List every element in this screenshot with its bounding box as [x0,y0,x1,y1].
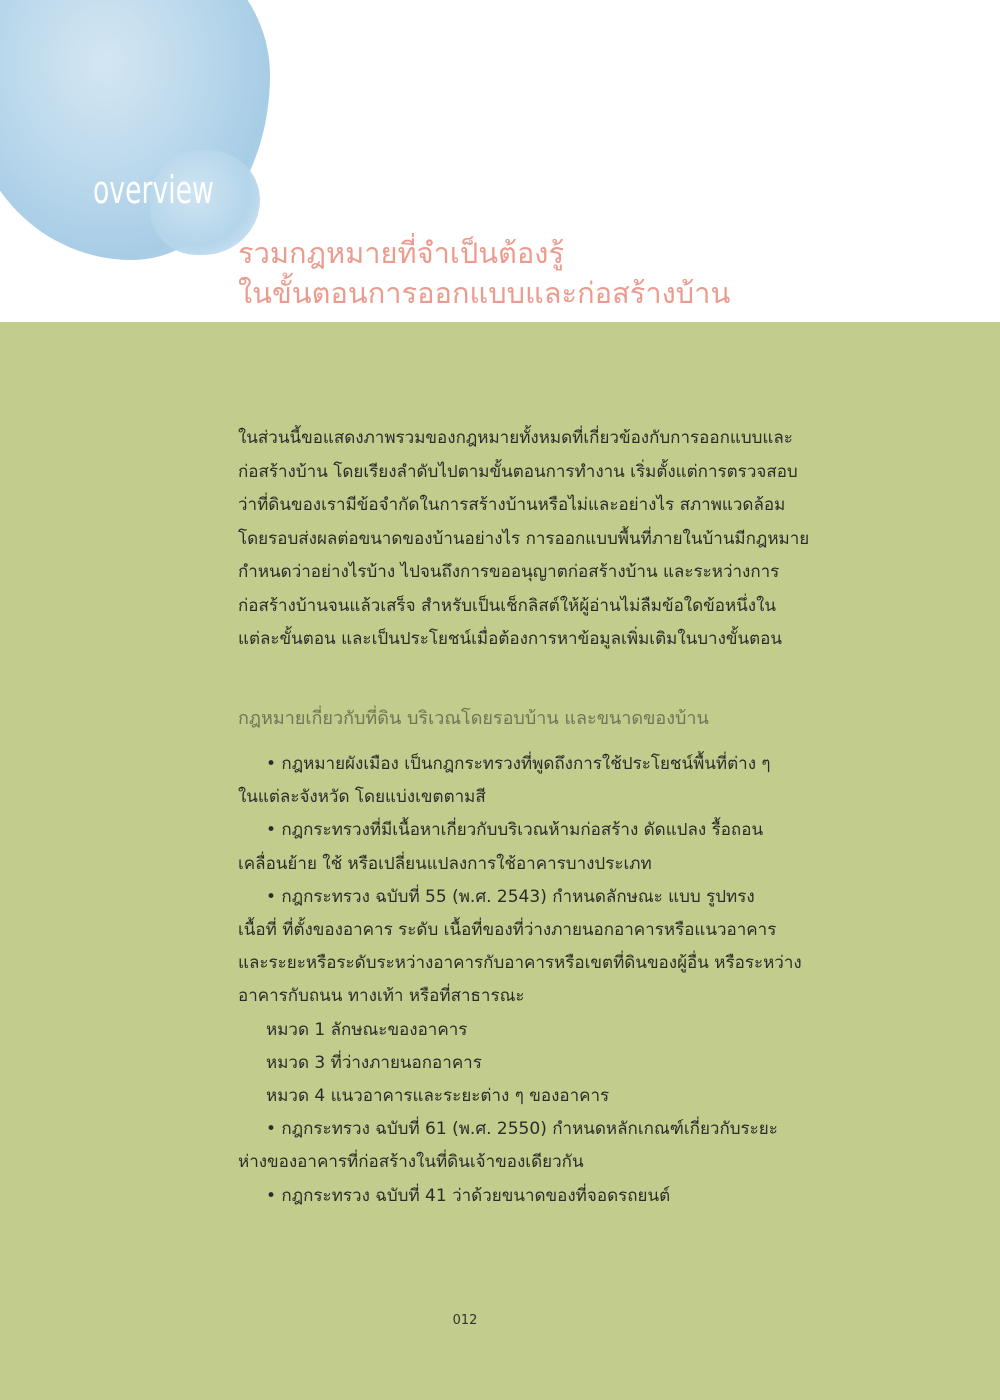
intro-line: แต่ละขั้นตอน และเป็นประโยชน์เมื่อต้องการหาข้อมูลเพิ่มเติมในบางขั้นตอน [238,629,782,649]
law-list-line: หมวด 3 ที่ว่างภายนอกอาคาร [266,1052,482,1073]
law-list-line: เคลื่อนย้าย ใช้ หรือเปลี่ยนแปลงการใช้อาคารบางประเภท [238,853,652,874]
law-list-line: และระยะหรือระดับระหว่างอาคารกับอาคารหรือเขตที่ดินของผู้อื่น หรือระหว่าง [238,953,802,974]
law-list-line: • กฎหมายผังเมือง เป็นกฎกระทรวงที่พูดถึงการใช้ประโยชน์พื้นที่ต่าง ๆ [266,754,771,774]
law-list-line: หมวด 4 แนวอาคารและระยะต่าง ๆ ของอาคาร [266,1086,610,1107]
intro-line: โดยรอบส่งผลต่อขนาดของบ้านอย่างไร การออกแบบพื้นที่ภายในบ้านมีกฎหมาย [238,528,810,549]
intro-line: ก่อสร้างบ้านจนแล้วเสร็จ สำหรับเป็นเช็กลิสต์ให้ผู้อ่านไม่ลืมข้อใดข้อหนึ่งใน [238,595,777,616]
law-list-line: อาคารกับถนน ทางเท้า หรือที่สาธารณะ [238,986,525,1007]
page-title [238,233,730,313]
intro-line: ก่อสร้างบ้าน โดยเรียงลำดับไปตามขั้นตอนการทำงาน เริ่มตั้งแต่การตรวจสอบ [238,461,798,482]
intro-line: ว่าที่ดินของเรามีข้อจำกัดในการสร้างบ้านหรือไม่และอย่างไร สภาพแวดล้อม [238,495,786,515]
law-list-line: • กฎกระทรวง ฉบับที่ 41 ว่าด้วยขนาดของที่จอดรถยนต์ [266,1185,671,1206]
intro-line: ในส่วนนี้ขอแสดงภาพรวมของกฎหมายทั้งหมดที่เกี่ยวข้องกับการออกแบบและ [238,428,793,448]
section-heading: กฎหมายเกี่ยวกับที่ดิน บริเวณโดยรอบบ้าน และขนาดของบ้าน [238,708,709,729]
overview-label: overview [93,168,214,212]
law-list-line: เนื้อที่ ที่ตั้งของอาคาร ระดับ เนื้อที่ของที่ว่างภายนอกอาคารหรือแนวอาคาร [238,920,777,941]
title-line-2: ในขั้นตอนการออกแบบและก่อสร้างบ้าน [238,276,731,310]
intro-paragraph [238,422,840,657]
law-list-line: ในแต่ละจังหวัด โดยแบ่งเขตตามสี [238,787,486,808]
law-list [238,748,840,1213]
law-list-line: หมวด 1 ลักษณะของอาคาร [266,1019,468,1040]
law-list-line: • กฎกระทรวง ฉบับที่ 55 (พ.ศ. 2543) กำหนดลักษณะ แบบ รูปทรง [266,886,755,907]
law-list-line: ห่างของอาคารที่ก่อสร้างในที่ดินเจ้าของเดียวกัน [238,1152,584,1173]
intro-line: กำหนดว่าอย่างไรบ้าง ไปจนถึงการขออนุญาตก่อสร้างบ้าน และระหว่างการ [238,562,780,582]
page-number: 012 [452,1313,478,1328]
law-list-line: • กฎกระทรวงที่มีเนื้อหาเกี่ยวกับบริเวณห้ามก่อสร้าง ดัดแปลง รื้อถอน [266,820,764,841]
title-line-1: รวมกฎหมายที่จำเป็นต้องรู้ [238,236,565,270]
header-area [0,0,1000,322]
law-list-line: • กฎกระทรวง ฉบับที่ 61 (พ.ศ. 2550) กำหนดหลักเกณฑ์เกี่ยวกับระยะ [266,1119,778,1140]
